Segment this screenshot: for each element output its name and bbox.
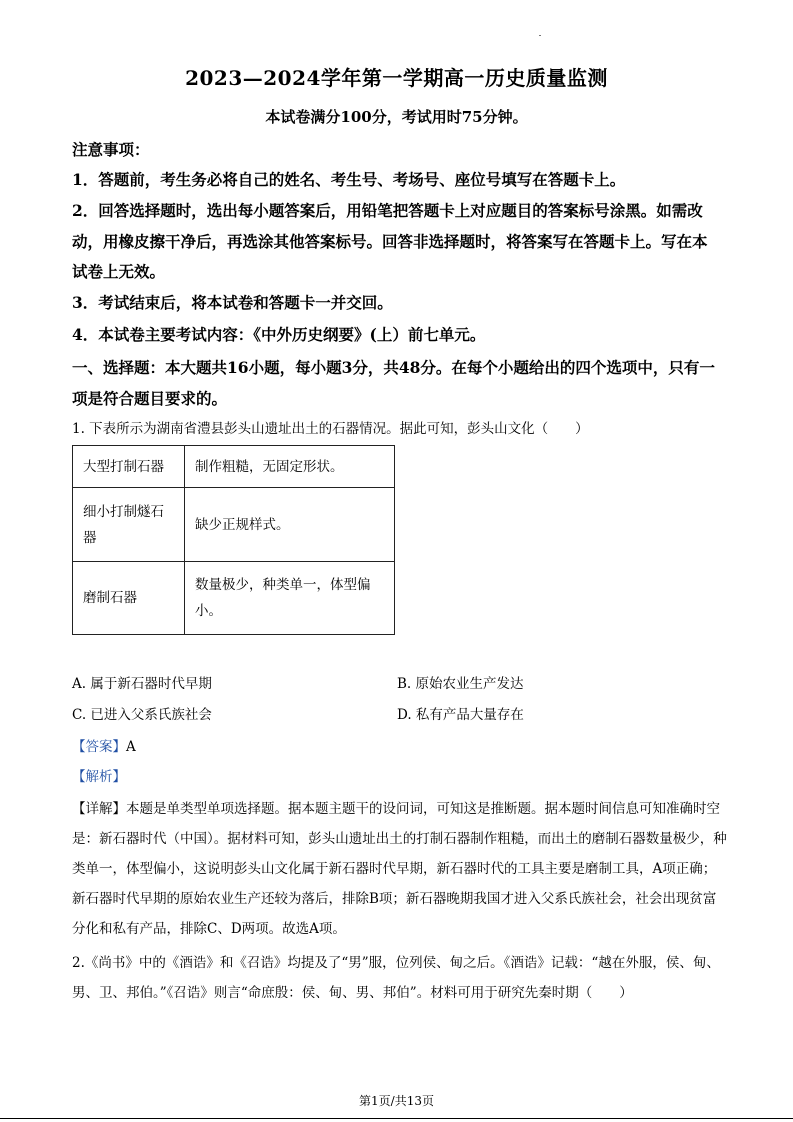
table-cell-desc: 数量极少，种类单一，体型偏小。 — [185, 562, 395, 635]
notice-item-1: 1．答题前，考生务必将自己的姓名、考生号、考场号、座位号填写在答题卡上。 — [72, 170, 626, 189]
stone-tools-table — [72, 445, 395, 635]
analysis-label: 【解析】 — [72, 769, 126, 785]
answer-label: 【答案】 — [72, 739, 126, 755]
bottom-rule — [0, 1118, 793, 1119]
table-row — [73, 562, 395, 635]
table-cell-desc: 制作粗糙，无固定形状。 — [185, 446, 395, 488]
notice-heading: 注意事项： — [72, 140, 150, 159]
table-cell-type: 磨制石器 — [73, 562, 185, 635]
table-row — [73, 446, 395, 488]
question-2-stem: 2.《尚书》中的《酒诰》和《召诰》均提及了“男”服，位列侯、甸之后。《酒诰》记载：“越在外服，侯、甸、男、卫、邦伯。”《召诰》则言“命庶殷：侯、甸、男、邦伯”。材料可用于研究先秦时期（ ） — [72, 955, 720, 1001]
exam-subtitle: 本试卷满分100分，考试用时75分钟。 — [265, 108, 528, 126]
notice-item-3: 3．考试结束后，将本试卷和答题卡一并交回。 — [72, 293, 393, 312]
notice-item-2: 2．回答选择题时，选出每小题答案后，用铅笔把答题卡上对应题目的答案标号涂黑。如需改动，用橡皮擦干净后，再选涂其他答案标号。回答非选择题时，将答案写在答题卡上。写在本试卷上无效。 — [72, 201, 708, 281]
option-d: D. 私有产品大量存在 — [397, 707, 524, 723]
notice-item-4: 4．本试卷主要考试内容：《中外历史纲要》(上）前七单元。 — [72, 325, 486, 344]
detail-explanation: 【详解】本题是单类型单项选择题。据本题主题干的设问词，可知这是推断题。据本题时间信息可知准确时空是：新石器时代（中国）。据材料可知，彭头山遗址出土的打制石器制作粗糙，而出土的磨制石器数量极少，种类单一，体型偏小，这说明彭头山文化属于新石器时代早期，新石器时代的工具主要是磨制工具，A项正确；新石器时代早期的原始农业生产还较为落后，排除B项；新石器晚期我国才进入父系氏族社会，社会出现贫富分化和私有产品，排除C、D两项。故选A项。 — [72, 801, 727, 937]
answer-line — [72, 735, 136, 755]
table-cell-type: 细小打制燧石器 — [73, 488, 185, 562]
question-1-stem: 1. 下表所示为湖南省澧县彭头山遗址出土的石器情况。据此可知，彭头山文化（ ） — [72, 421, 589, 437]
scan-dot — [539, 35, 541, 36]
page-number: 第1页/共13页 — [359, 1094, 434, 1108]
table-cell-desc: 缺少正规样式。 — [185, 488, 395, 562]
table-cell-type: 大型打制石器 — [73, 446, 185, 488]
option-a: A. 属于新石器时代早期 — [72, 676, 212, 692]
exam-title: 2023—2024学年第一学期高一历史质量监测 — [185, 66, 608, 90]
table-row — [73, 488, 395, 562]
option-c: C. 已进入父系氏族社会 — [72, 707, 212, 723]
section-1-heading: 一、选择题：本大题共16小题，每小题3分，共48分。在每个小题给出的四个选项中，只有一项是符合题目要求的。 — [72, 358, 715, 408]
answer-value: A — [126, 739, 136, 755]
option-b: B. 原始农业生产发达 — [397, 676, 524, 692]
